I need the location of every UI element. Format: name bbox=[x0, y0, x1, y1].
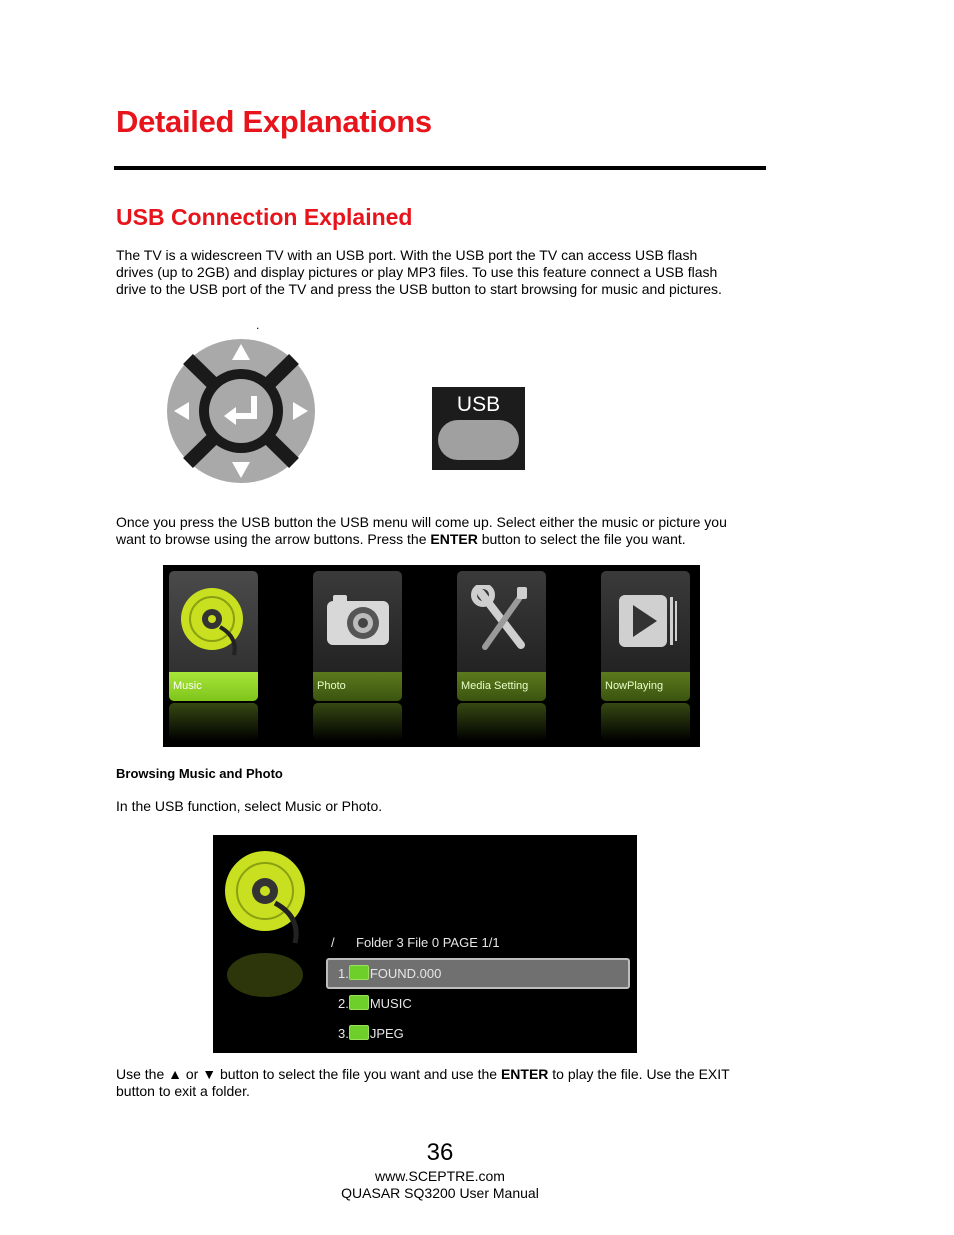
browse-subheading: Browsing Music and Photo bbox=[116, 766, 283, 781]
footer-manual: QUASAR SQ3200 User Manual bbox=[341, 1185, 539, 1201]
enter-keyword: ENTER bbox=[430, 531, 478, 547]
music-disc-icon bbox=[221, 847, 311, 997]
usb-menu-line-1: Once you press the USB button the USB menu will come up. Select either the music or picture you bbox=[116, 514, 727, 530]
intro-line-2: drives (up to 2GB) and display pictures or play MP3 files. To use this feature connect a USB flash bbox=[116, 264, 718, 280]
tools-icon bbox=[471, 585, 533, 657]
play-icon bbox=[615, 589, 679, 653]
menu-tile-media-setting[interactable] bbox=[457, 571, 546, 701]
use-line-1: Use the ▲ or ▼ button to select the file you want and use the ENTER to play the file. Use the EXIT bbox=[116, 1066, 730, 1082]
page-number: 36 bbox=[426, 1139, 454, 1166]
usb-menu-paragraph bbox=[116, 514, 766, 548]
intro-line-1: The TV is a widescreen TV with an USB port. With the USB port the TV can access USB flash bbox=[116, 247, 698, 263]
tile-reflection bbox=[457, 703, 546, 741]
stray-dot: . bbox=[256, 318, 260, 332]
menu-tile-label: Music bbox=[169, 672, 258, 701]
menu-tile-label: NowPlaying bbox=[601, 672, 690, 701]
enter-keyword: ENTER bbox=[500, 1066, 549, 1082]
usb-button-label: USB bbox=[456, 393, 501, 416]
music-disc-icon bbox=[180, 581, 248, 659]
usb-menu-screenshot bbox=[163, 565, 700, 747]
use-line-2: button to exit a folder. bbox=[116, 1083, 250, 1099]
folder-icon bbox=[349, 995, 369, 1010]
browse-instruction: In the USB function, select Music or Photo. bbox=[116, 798, 383, 814]
usb-button-illustration bbox=[432, 387, 525, 470]
intro-paragraph bbox=[116, 247, 766, 298]
browser-item-3[interactable]: 3. JPEG bbox=[338, 1026, 404, 1041]
browser-path: / bbox=[331, 935, 335, 950]
camera-icon bbox=[325, 591, 391, 647]
folder-icon bbox=[349, 965, 369, 980]
browser-item-2[interactable]: 2. MUSIC bbox=[338, 996, 412, 1011]
tile-reflection bbox=[601, 703, 690, 741]
dpad-illustration bbox=[166, 338, 316, 484]
music-browser-screenshot bbox=[213, 835, 637, 1053]
folder-icon bbox=[349, 1025, 369, 1040]
intro-line-3: drive to the USB port of the TV and press the USB button to start browsing for music and pictures. bbox=[116, 281, 722, 297]
page-heading: Detailed Explanations bbox=[116, 104, 432, 139]
heading-rule bbox=[114, 166, 766, 170]
section-title: USB Connection Explained bbox=[116, 204, 413, 230]
use-paragraph bbox=[116, 1066, 766, 1100]
menu-tile-label: Media Setting bbox=[457, 672, 546, 701]
browser-status: Folder 3 File 0 PAGE 1/1 bbox=[356, 935, 500, 950]
menu-tile-nowplaying[interactable] bbox=[601, 571, 690, 701]
menu-tile-photo[interactable] bbox=[313, 571, 402, 701]
menu-tile-music[interactable] bbox=[169, 571, 258, 701]
browser-item-1[interactable]: 1. FOUND.000 bbox=[338, 966, 442, 981]
menu-tile-label: Photo bbox=[313, 672, 402, 701]
usb-menu-line-2: want to browse using the arrow buttons. Press the ENTER button to select the file you want. bbox=[116, 531, 686, 547]
usb-button-shape bbox=[438, 420, 519, 460]
footer-site: www.SCEPTRE.com bbox=[375, 1168, 505, 1184]
tile-reflection bbox=[169, 703, 258, 741]
tile-reflection bbox=[313, 703, 402, 741]
